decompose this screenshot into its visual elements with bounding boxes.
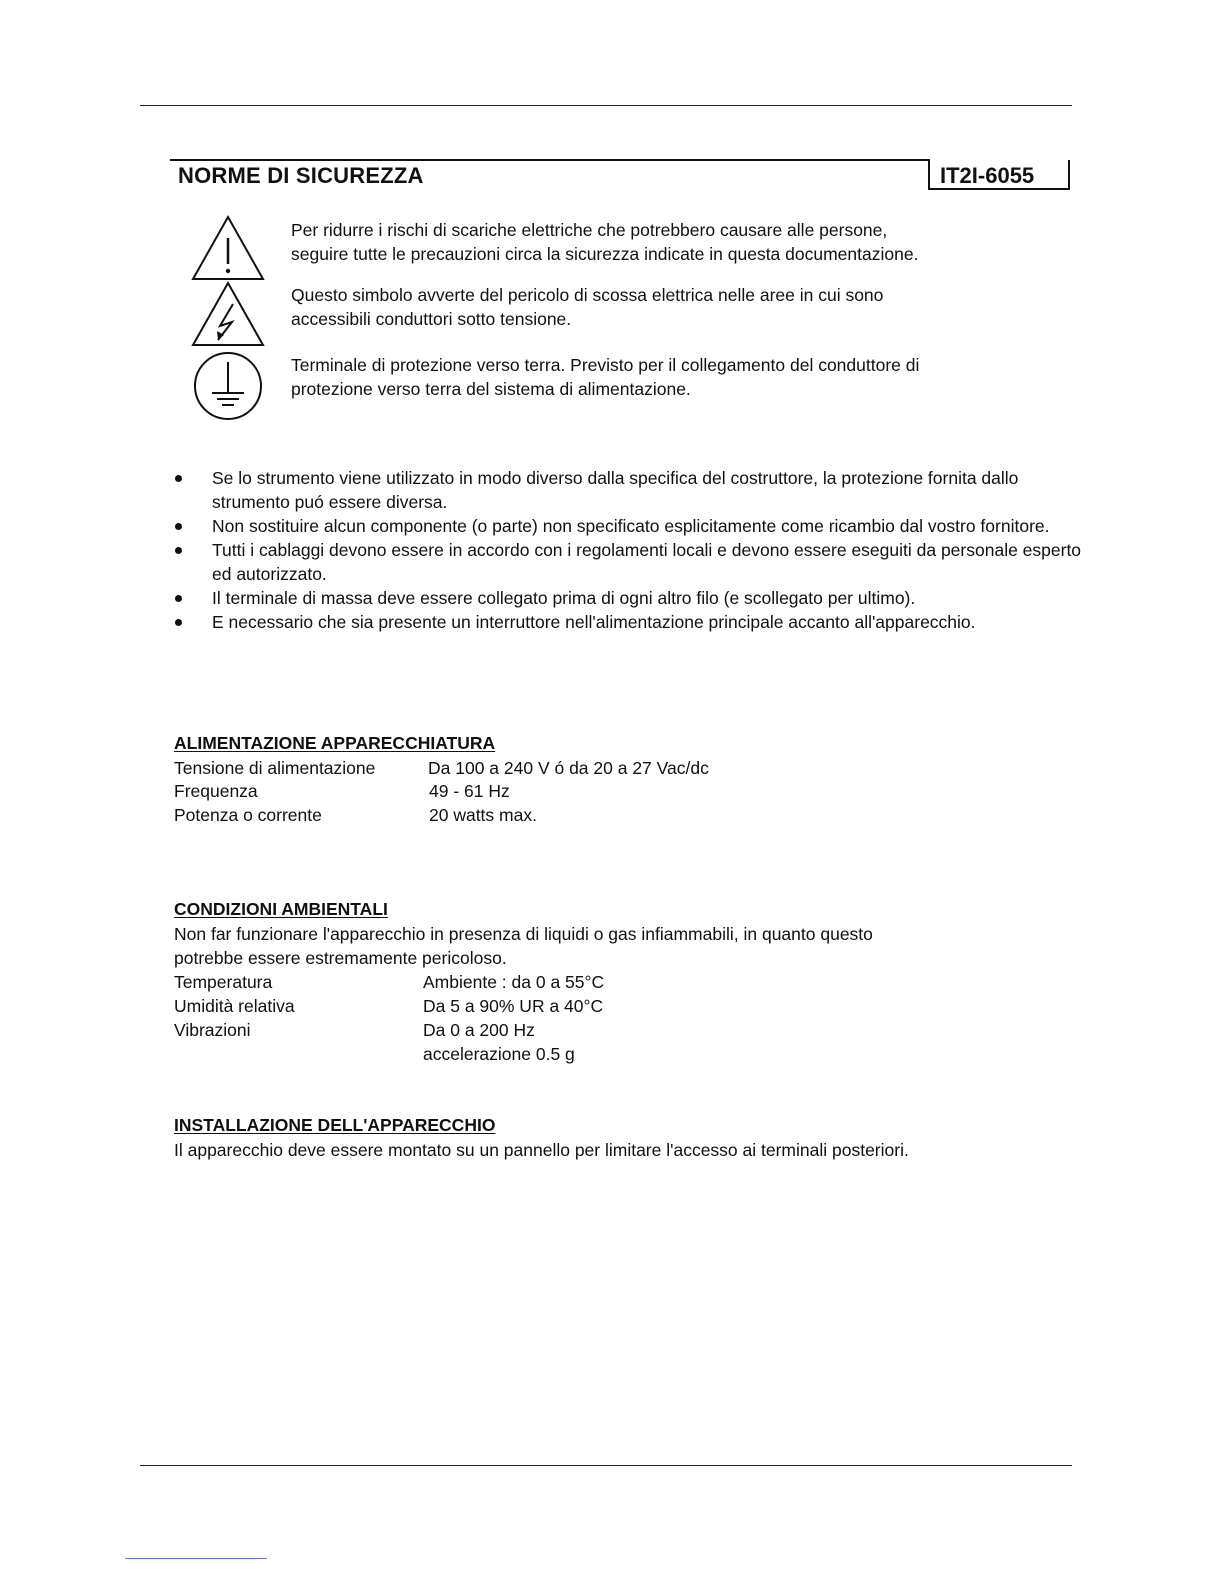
power-value-voltage: Da 100 a 240 V ó da 20 a 27 Vac/dc — [428, 758, 709, 778]
electric-shock-triangle-icon — [190, 280, 266, 348]
environment-intro-line-1: Non far funzionare l'apparecchio in presenza di liquidi o gas infiammabili, in quanto questo — [174, 924, 873, 944]
bullet-icon — [175, 523, 182, 530]
environment-value-humidity: Da 5 a 90% UR a 40°C — [423, 996, 604, 1016]
environment-value-temperature: Ambiente : da 0 a 55°C — [423, 972, 605, 992]
list-item: Tutti i cablaggi devono essere in accordo con i regolamenti locali e devono essere eseguiti da personale esperto ed autorizzato. — [172, 538, 1092, 586]
bullet-icon — [175, 619, 182, 626]
list-item: Il terminale di massa deve essere collegato prima di ogni altro filo (e scollegato per ultimo). — [172, 586, 1092, 610]
symbol-description-2: Questo simbolo avverte del pericolo di scossa elettrica nelle aree in cui sono accessibili conduttori sotto tensione. — [291, 285, 884, 329]
power-label-voltage: Tensione di alimentazione — [174, 758, 376, 778]
power-value-frequency: 49 - 61 Hz — [429, 781, 510, 801]
warning-triangle-icon — [190, 214, 266, 282]
list-item: Se lo strumento viene utilizzato in modo diverso dalla specifica del costruttore, la protezione fornita dallo strumento puó essere diversa. — [172, 466, 1092, 514]
list-item: Non sostituire alcun componente (o parte) non specificato esplicitamente come ricambio dal vostro fornitore. — [172, 514, 1092, 538]
environment-section-heading: CONDIZIONI AMBIENTALI — [174, 899, 388, 919]
list-item: E necessario che sia presente un interruttore nell'alimentazione principale accanto all'apparecchio. — [172, 610, 1092, 634]
environment-label-humidity: Umidità relativa — [174, 996, 295, 1016]
protective-earth-icon — [190, 350, 266, 422]
installation-text: Il apparecchio deve essere montato su un pannello per limitare l'accesso ai terminali posteriori. — [174, 1140, 909, 1160]
power-value-power: 20 watts max. — [429, 805, 537, 825]
power-label-power: Potenza o corrente — [174, 805, 322, 825]
power-label-frequency: Frequenza — [174, 781, 258, 801]
document-code: IT2I-6055 — [940, 163, 1035, 188]
symbol-description-1: Per ridurre i rischi di scariche elettriche che potrebbero causare alle persone, seguire tutte le precauzioni circa la sicurezza indicate in questa documentazione. — [291, 220, 919, 264]
bullet-icon — [175, 547, 182, 554]
footer-link-line — [125, 1558, 267, 1559]
environment-label-temperature: Temperatura — [174, 972, 273, 992]
symbol-description-3: Terminale di protezione verso terra. Previsto per il collegamento del conduttore di protezione verso terra del sistema di alimentazione. — [291, 355, 920, 399]
top-rule — [140, 105, 1072, 106]
safety-bullet-list — [172, 466, 1092, 634]
installation-section-heading: INSTALLAZIONE DELL'APPARECCHIO — [174, 1115, 496, 1135]
bullet-icon — [175, 595, 182, 602]
environment-value-vibration: Da 0 a 200 Hz — [423, 1020, 535, 1040]
bottom-rule — [140, 1465, 1072, 1466]
environment-value-acceleration: accelerazione 0.5 g — [423, 1044, 575, 1064]
page-title: NORME DI SICUREZZA — [178, 163, 424, 188]
bullet-icon — [175, 475, 182, 482]
header-bar — [170, 159, 930, 161]
environment-intro-line-2: potrebbe essere estremamente pericoloso. — [174, 948, 507, 968]
environment-label-vibration: Vibrazioni — [174, 1020, 251, 1040]
power-section-heading: ALIMENTAZIONE APPARECCHIATURA — [174, 733, 496, 753]
